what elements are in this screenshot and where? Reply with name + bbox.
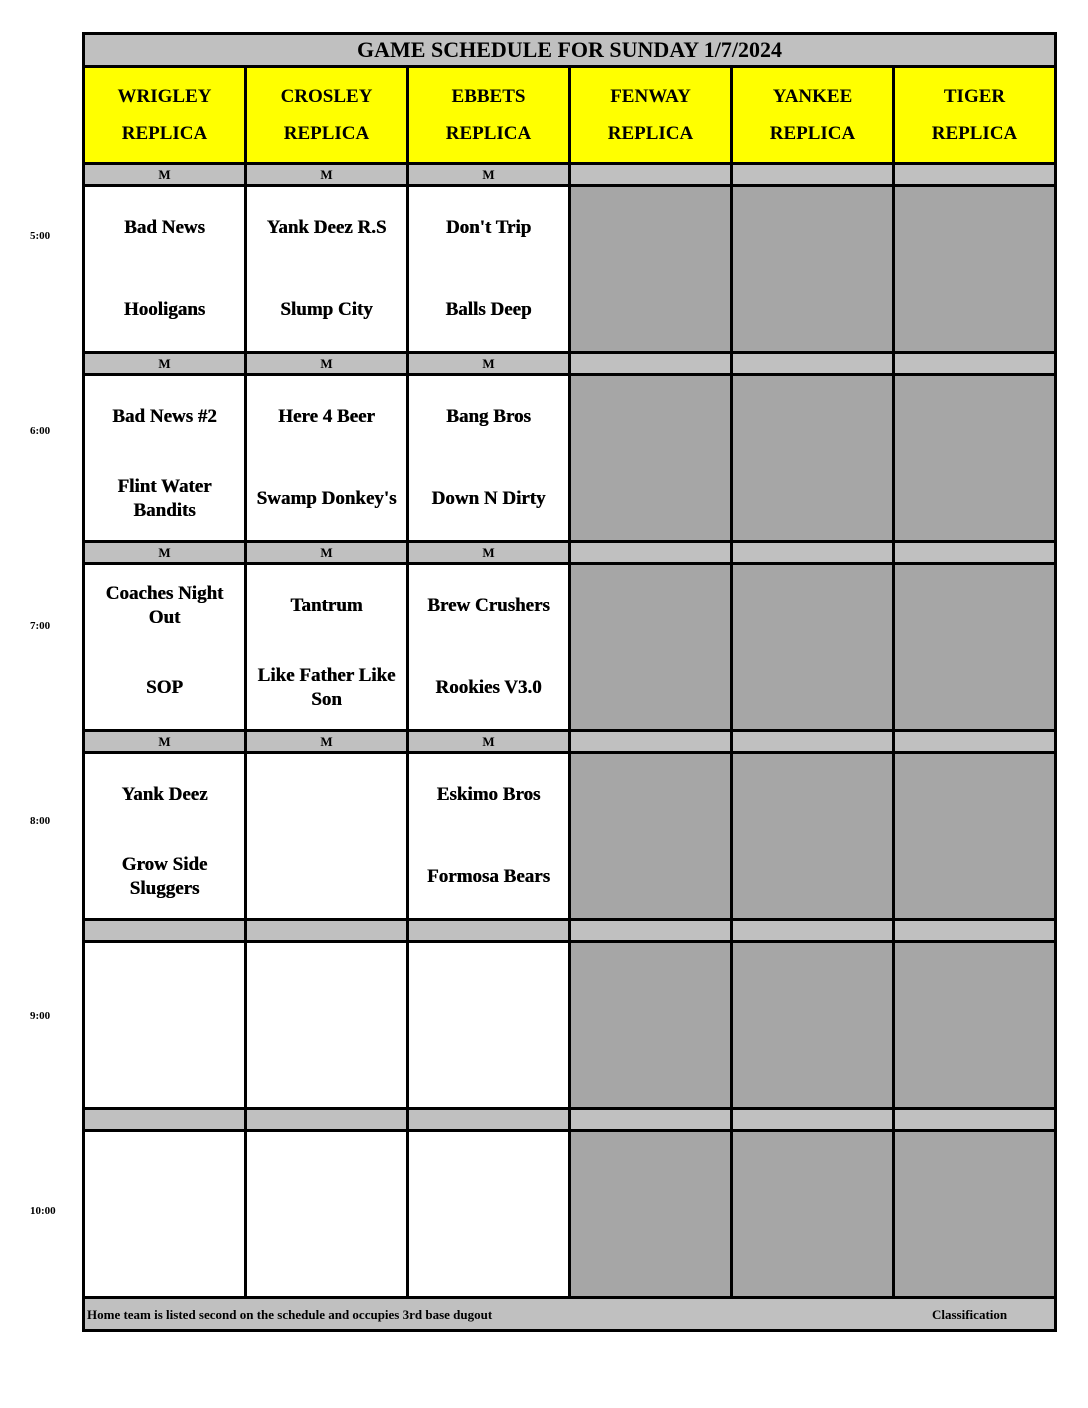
game-row-7 xyxy=(84,564,1056,731)
division-row-8 xyxy=(84,731,1056,753)
game-cell xyxy=(84,753,246,920)
division-label: M xyxy=(246,353,408,375)
away-team: Tantrum xyxy=(290,595,363,616)
home-team xyxy=(409,1214,568,1296)
schedule-table xyxy=(82,32,1057,1332)
division-label xyxy=(732,731,894,753)
away-team xyxy=(409,1132,568,1214)
field-sub: REPLICA xyxy=(931,123,1018,144)
time-label-5: 5:00 xyxy=(30,230,51,242)
closed-field-cell xyxy=(732,375,894,542)
time-label-8: 8:00 xyxy=(30,815,51,827)
game-cell xyxy=(246,1131,408,1298)
division-label xyxy=(732,542,894,564)
closed-field-cell xyxy=(732,753,894,920)
away-team xyxy=(409,943,568,1025)
division-label: M xyxy=(84,731,246,753)
game-row-8 xyxy=(84,753,1056,920)
closed-field-cell xyxy=(732,1131,894,1298)
home-team: Slump City xyxy=(280,299,373,320)
division-label xyxy=(732,353,894,375)
home-team: Grow Side Sluggers xyxy=(121,854,208,899)
field-name: EBBETS xyxy=(451,86,526,107)
classification-label: Classification xyxy=(932,1307,1008,1322)
footer-row xyxy=(84,1298,1056,1331)
field-header-row xyxy=(84,67,1056,164)
field-header-yankee xyxy=(732,67,894,164)
game-cell xyxy=(408,942,570,1109)
division-label xyxy=(732,1109,894,1131)
away-team: Don't Trip xyxy=(445,217,532,238)
away-team: Yank Deez R.S xyxy=(266,217,387,238)
division-row-5 xyxy=(84,164,1056,186)
division-label xyxy=(894,353,1056,375)
game-cell xyxy=(84,942,246,1109)
closed-field-cell xyxy=(570,375,732,542)
time-label-6: 6:00 xyxy=(30,425,51,437)
closed-field-cell xyxy=(570,753,732,920)
division-label: M xyxy=(84,353,246,375)
field-name: CROSLEY xyxy=(280,86,373,107)
field-name: FENWAY xyxy=(610,86,691,107)
game-cell xyxy=(84,564,246,731)
division-label: M xyxy=(246,542,408,564)
home-team: Like Father Like Son xyxy=(257,665,396,710)
game-cell xyxy=(408,564,570,731)
game-cell xyxy=(84,1131,246,1298)
division-label xyxy=(408,920,570,942)
away-team: Here 4 Beer xyxy=(278,406,375,427)
home-team: Formosa Bears xyxy=(427,866,550,887)
field-name: WRIGLEY xyxy=(117,86,212,107)
closed-field-cell xyxy=(894,186,1056,353)
closed-field-cell xyxy=(570,186,732,353)
time-column xyxy=(0,0,82,1408)
away-team xyxy=(247,943,406,1025)
division-label xyxy=(894,920,1056,942)
game-cell xyxy=(246,564,408,731)
field-sub: REPLICA xyxy=(121,123,208,144)
home-team: Rookies V3.0 xyxy=(435,677,542,698)
field-name: TIGER xyxy=(943,86,1006,107)
home-team: Balls Deep xyxy=(445,299,532,320)
game-row-9 xyxy=(84,942,1056,1109)
home-team: Flint Water Bandits xyxy=(117,476,212,521)
game-cell xyxy=(408,1131,570,1298)
field-header-crosley xyxy=(246,67,408,164)
division-label xyxy=(570,1109,732,1131)
division-label: M xyxy=(408,731,570,753)
closed-field-cell xyxy=(894,942,1056,1109)
division-label: M xyxy=(408,353,570,375)
schedule-title: GAME SCHEDULE FOR SUNDAY 1/7/2024 xyxy=(84,34,1056,67)
division-label xyxy=(894,1109,1056,1131)
division-label xyxy=(894,164,1056,186)
home-team xyxy=(247,1214,406,1296)
home-team xyxy=(247,1025,406,1107)
division-label xyxy=(570,542,732,564)
division-row-6 xyxy=(84,353,1056,375)
game-row-5 xyxy=(84,186,1056,353)
field-header-ebbets xyxy=(408,67,570,164)
game-cell xyxy=(84,375,246,542)
home-team xyxy=(409,1025,568,1107)
field-header-wrigley xyxy=(84,67,246,164)
division-label: M xyxy=(408,542,570,564)
division-label xyxy=(894,731,1056,753)
division-label xyxy=(84,1109,246,1131)
game-cell xyxy=(246,942,408,1109)
away-team: Eskimo Bros xyxy=(436,784,541,805)
time-label-7: 7:00 xyxy=(30,620,51,632)
closed-field-cell xyxy=(570,564,732,731)
closed-field-cell xyxy=(894,1131,1056,1298)
division-label: M xyxy=(246,164,408,186)
game-cell xyxy=(408,753,570,920)
game-row-10 xyxy=(84,1131,1056,1298)
division-label xyxy=(84,920,246,942)
division-label xyxy=(570,353,732,375)
field-sub: REPLICA xyxy=(283,123,370,144)
time-label-10: 10:00 xyxy=(30,1205,56,1217)
closed-field-cell xyxy=(894,564,1056,731)
field-sub: REPLICA xyxy=(607,123,694,144)
division-label xyxy=(732,920,894,942)
division-row-9 xyxy=(84,920,1056,942)
away-team xyxy=(247,754,406,836)
away-team xyxy=(85,1132,244,1214)
away-team xyxy=(85,943,244,1025)
closed-field-cell xyxy=(732,186,894,353)
home-team xyxy=(85,1214,244,1296)
field-header-tiger xyxy=(894,67,1056,164)
division-label: M xyxy=(84,164,246,186)
field-sub: REPLICA xyxy=(769,123,856,144)
game-row-6 xyxy=(84,375,1056,542)
division-label xyxy=(570,164,732,186)
field-header-fenway xyxy=(570,67,732,164)
game-cell xyxy=(246,186,408,353)
title-row xyxy=(84,34,1056,67)
home-team: Down N Dirty xyxy=(431,488,546,509)
field-sub: REPLICA xyxy=(445,123,532,144)
away-team xyxy=(247,1132,406,1214)
home-team: Hooligans xyxy=(123,299,206,320)
division-label xyxy=(570,731,732,753)
closed-field-cell xyxy=(732,564,894,731)
footer xyxy=(84,1298,1056,1331)
away-team: Yank Deez xyxy=(121,784,208,805)
game-cell xyxy=(84,186,246,353)
away-team: Coaches Night Out xyxy=(105,583,224,628)
closed-field-cell xyxy=(894,753,1056,920)
game-cell xyxy=(408,375,570,542)
away-team: Bad News #2 xyxy=(112,406,217,427)
division-label xyxy=(732,164,894,186)
home-team-note: Home team is listed second on the schedule and occupies 3rd base dugout xyxy=(87,1307,493,1322)
closed-field-cell xyxy=(894,375,1056,542)
time-label-9: 9:00 xyxy=(30,1010,51,1022)
home-team xyxy=(247,836,406,918)
division-label xyxy=(408,1109,570,1131)
game-cell xyxy=(408,186,570,353)
division-label xyxy=(570,920,732,942)
game-cell xyxy=(246,375,408,542)
closed-field-cell xyxy=(570,942,732,1109)
closed-field-cell xyxy=(732,942,894,1109)
away-team: Bad News xyxy=(124,217,205,238)
division-label xyxy=(246,920,408,942)
division-label xyxy=(246,1109,408,1131)
division-label: M xyxy=(84,542,246,564)
division-label xyxy=(894,542,1056,564)
division-label: M xyxy=(408,164,570,186)
field-name: YANKEE xyxy=(772,86,853,107)
home-team xyxy=(85,1025,244,1107)
division-row-10 xyxy=(84,1109,1056,1131)
game-cell xyxy=(246,753,408,920)
division-label: M xyxy=(246,731,408,753)
away-team: Bang Bros xyxy=(446,406,531,427)
division-row-7 xyxy=(84,542,1056,564)
home-team: Swamp Donkey's xyxy=(256,488,397,509)
home-team: SOP xyxy=(146,677,183,698)
away-team: Brew Crushers xyxy=(427,595,550,616)
closed-field-cell xyxy=(570,1131,732,1298)
